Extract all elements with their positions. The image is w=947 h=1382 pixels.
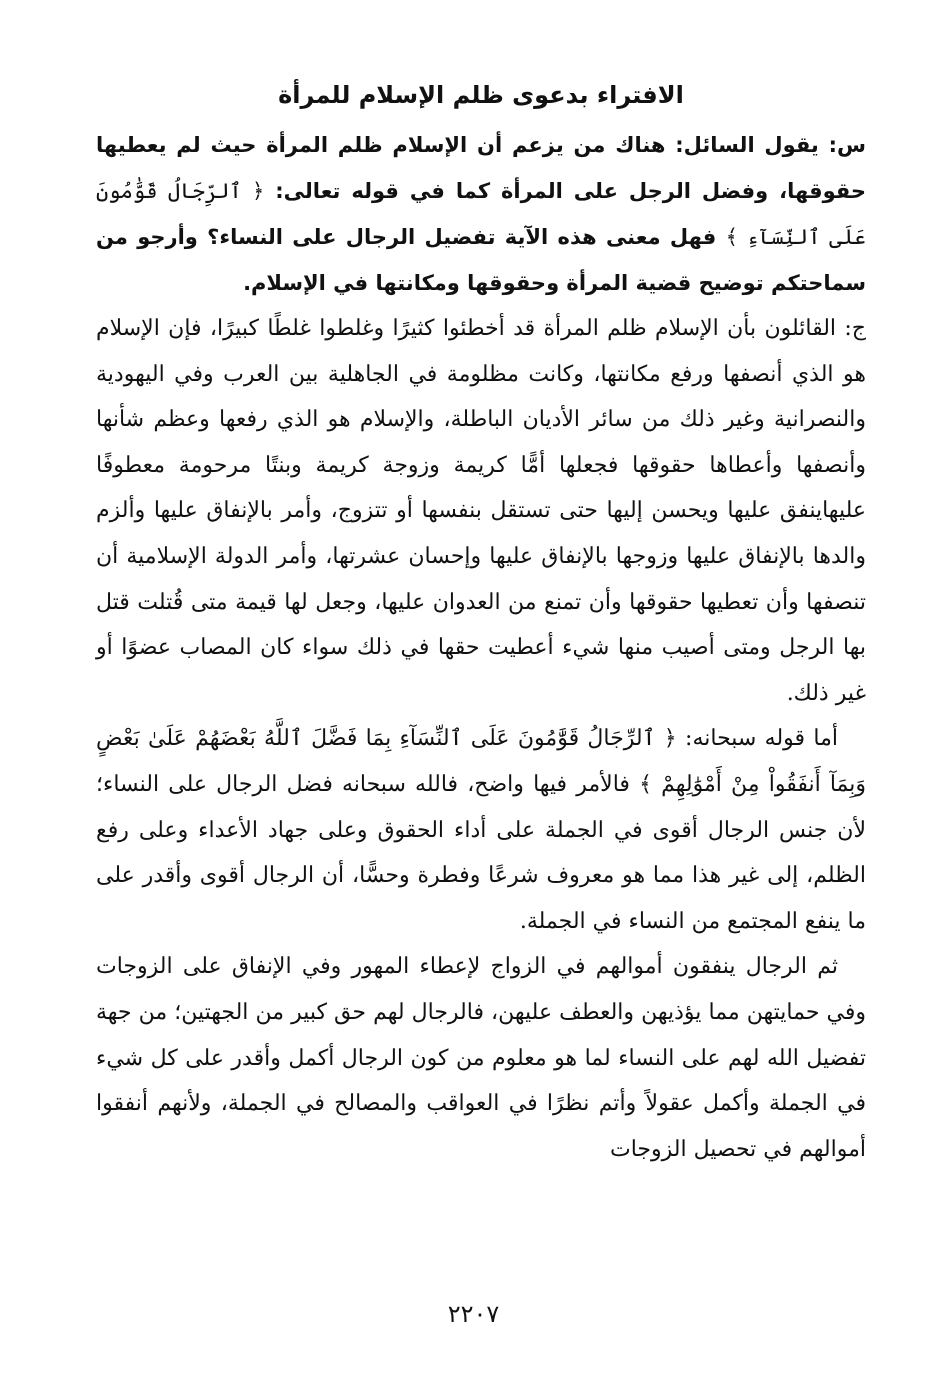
- answer-paragraph-3: ثم الرجال ينفقون أموالهم في الزواج لإعطاء المهور وفي الإنفاق على الزوجات وفي حمايتهن مما يؤذيهن والعطف عليهن، فالرجال لهم حق كبير من الجهتين؛ من جهة تفضيل الله لهم على النساء لما هو معلوم من كون الرجال أكمل وأقدر على كل شيء في الجملة وأكمل عقولاً وأتم نظرًا في العواقب والمصالح في الجملة، ولأنهم أنفقوا أموالهم في تحصيل الزوجات: [96, 954, 866, 1162]
- paragraph-2-prefix: أما قوله سبحانه:: [676, 726, 839, 752]
- answer-paragraph-2: [96, 716, 866, 944]
- page-number: ٢٢٠٧: [447, 1300, 500, 1328]
- page-title: الافتراء بدعوى ظلم الإسلام للمرأة: [278, 81, 684, 109]
- paragraph-2-verse: ﴿ ٱلرِّجَالُ قَوَّٰمُونَ عَلَى ٱلنِّسَآءِ بِمَا فَضَّلَ ٱللَّهُ بَعْضَهُمْ عَلَىٰ بَعْضٍ وَبِمَآ أَنفَقُواْ مِنْ أَمْوَٰلِهِمْ ﴾: [96, 726, 867, 797]
- question-paragraph: [96, 122, 866, 306]
- question-suffix: فهل معنى هذه الآية تفضيل الرجال على النساء؟ وأرجو من سماحتكم توضيح قضية المرأة وحقوقها ومكانتها في الإسلام.: [96, 225, 866, 295]
- question-verse: ﴿ ٱلرِّجَالُ قَوَّٰمُونَ عَلَى ٱلنِّسَآءِ ﴾: [96, 179, 866, 249]
- answer-paragraph-1: ج: القائلون بأن الإسلام ظلم المرأة قد أخطئوا كثيرًا وغلطوا غلطًا كبيرًا، فإن الإسلام هو الذي أنصفها ورفع مكانتها، وكانت مظلومة في الجاهلية بين العرب وفي اليهودية والنصرانية وغير ذلك من سائر الأديان الباطلة، والإسلام هو الذي رفعها وعظم شأنها وأنصفها وأعطاها حقوقها فجعلها أمًّا كريمة وزوجة كريمة وبنتًا مرحومة معطوفًا عليهاينفق عليها ويحسن إليها حتى تستقل بنفسها أو تتزوج، وأمر بالإنفاق عليها وألزم والدها بالإنفاق عليها وزوجها بالإنفاق عليها وإحسان عشرتها، وأمر الدولة الإسلامية أن تنصفها وأن تعطيها حقوقها وأن تمنع من العدوان عليها، وجعل لها قيمة متى قُتلت قتل بها الرجل ومتى أصيب منها شيء أعطيت حقها في ذلك سواء كان المصاب عضوًا أو غير ذلك.: [96, 316, 866, 706]
- question-prefix: س: يقول السائل: هناك من يزعم أن الإسلام ظلم المرأة حيث لم يعطيها حقوقها، وفضل الرجل على المرأة كما في قوله تعالى:: [96, 133, 866, 203]
- page-body: [96, 72, 866, 1172]
- paragraph-2-suffix: فالأمر فيها واضح، فالله سبحانه فضل الرجال على النساء؛ لأن جنس الرجال أقوى في الجملة على أداء الحقوق وعلى جهاد الأعداء وعلى رفع الظلم، إلى غير هذا مما هو معروف شرعًا وفطرة وحسًّا، أن الرجال أقوى وأقدر على ما ينفع المجتمع من النساء في الجملة.: [96, 771, 866, 934]
